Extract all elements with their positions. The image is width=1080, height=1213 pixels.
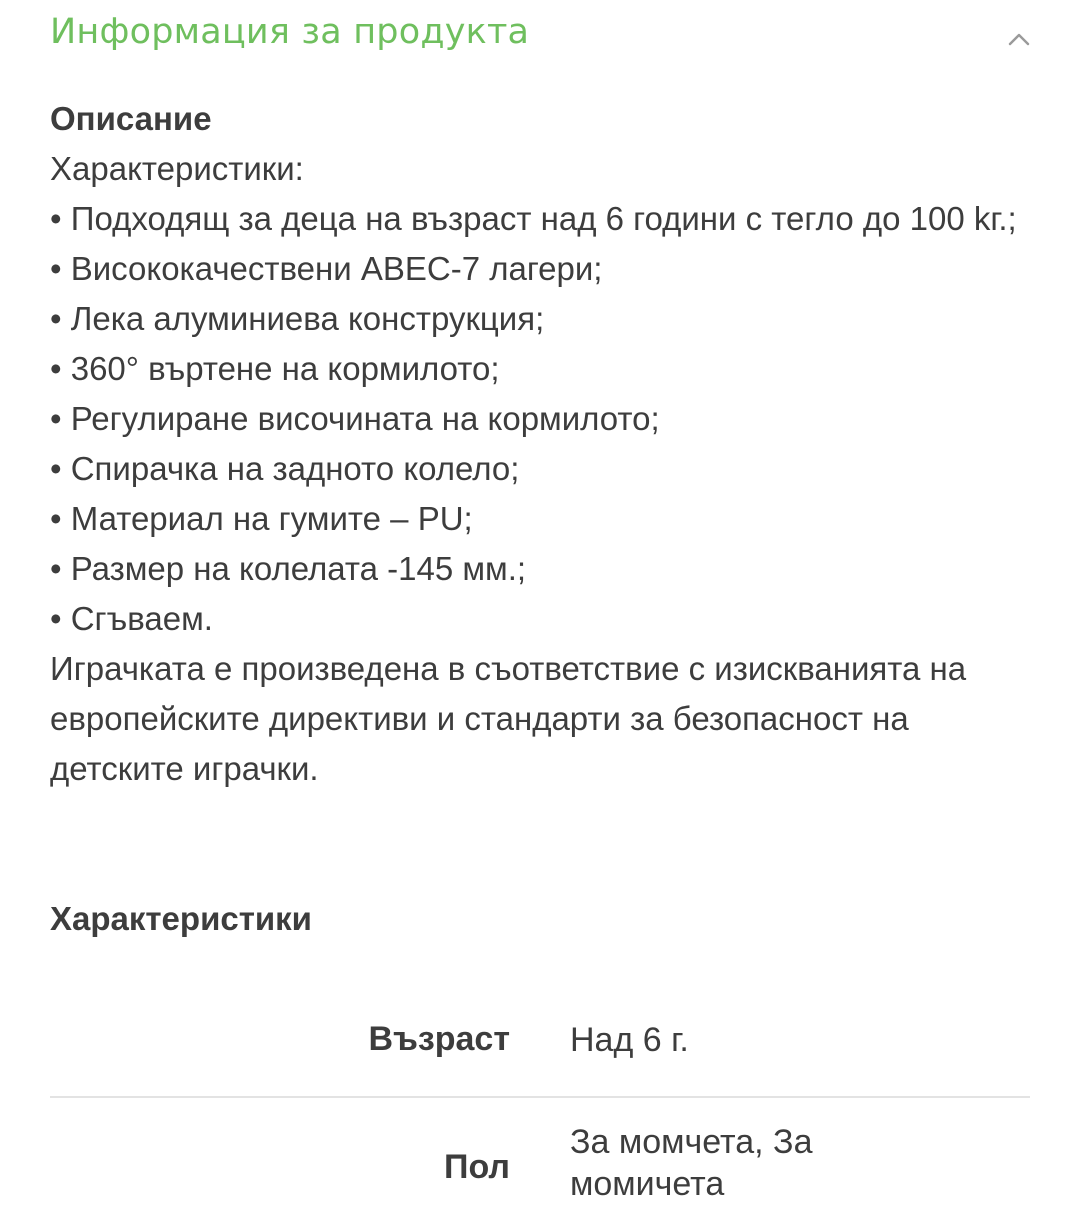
description-section [50, 94, 1035, 794]
feature-bullet: • Сгъваем. [50, 600, 213, 637]
feature-bullet: • 360° въртене на кормилото; [50, 350, 500, 387]
description-intro: Характеристики: [50, 150, 304, 187]
description-closing: Играчката е произведена в съответствие с изискванията на европейските директиви и стандарти за безопасност на детските играчки. [50, 650, 967, 787]
spec-row-gender [50, 1098, 1030, 1213]
specs-table [50, 990, 1030, 1213]
spec-label-age: Възраст [368, 1020, 510, 1058]
feature-bullet: • Лека алуминиева конструкция; [50, 300, 545, 337]
description-heading: Описание [50, 100, 212, 137]
feature-bullet: • Спирачка на задното колело; [50, 450, 520, 487]
specs-heading: Характеристики [50, 900, 312, 937]
spec-value-age: Над 6 г. [570, 1021, 689, 1059]
feature-bullet: • Подходящ за деца на възраст над 6 години с тегло до 100 kг.; [50, 200, 1017, 237]
spec-label-gender: Пол [444, 1148, 510, 1186]
feature-bullet: • Материал на гумите – PU; [50, 500, 473, 537]
section-title: Информация за продукта [50, 12, 530, 52]
feature-bullet: • Размер на колелата -145 мм.; [50, 550, 527, 587]
feature-bullet: • Висококачествени ABEC-7 лагери; [50, 250, 603, 287]
product-info-accordion-header[interactable] [50, 0, 1040, 80]
spec-row-age [50, 990, 1030, 1098]
feature-bullet: • Регулиране височината на кормилото; [50, 400, 660, 437]
spec-value-gender: За момчета, За момичета [570, 1123, 813, 1203]
chevron-up-icon[interactable] [1008, 28, 1030, 50]
